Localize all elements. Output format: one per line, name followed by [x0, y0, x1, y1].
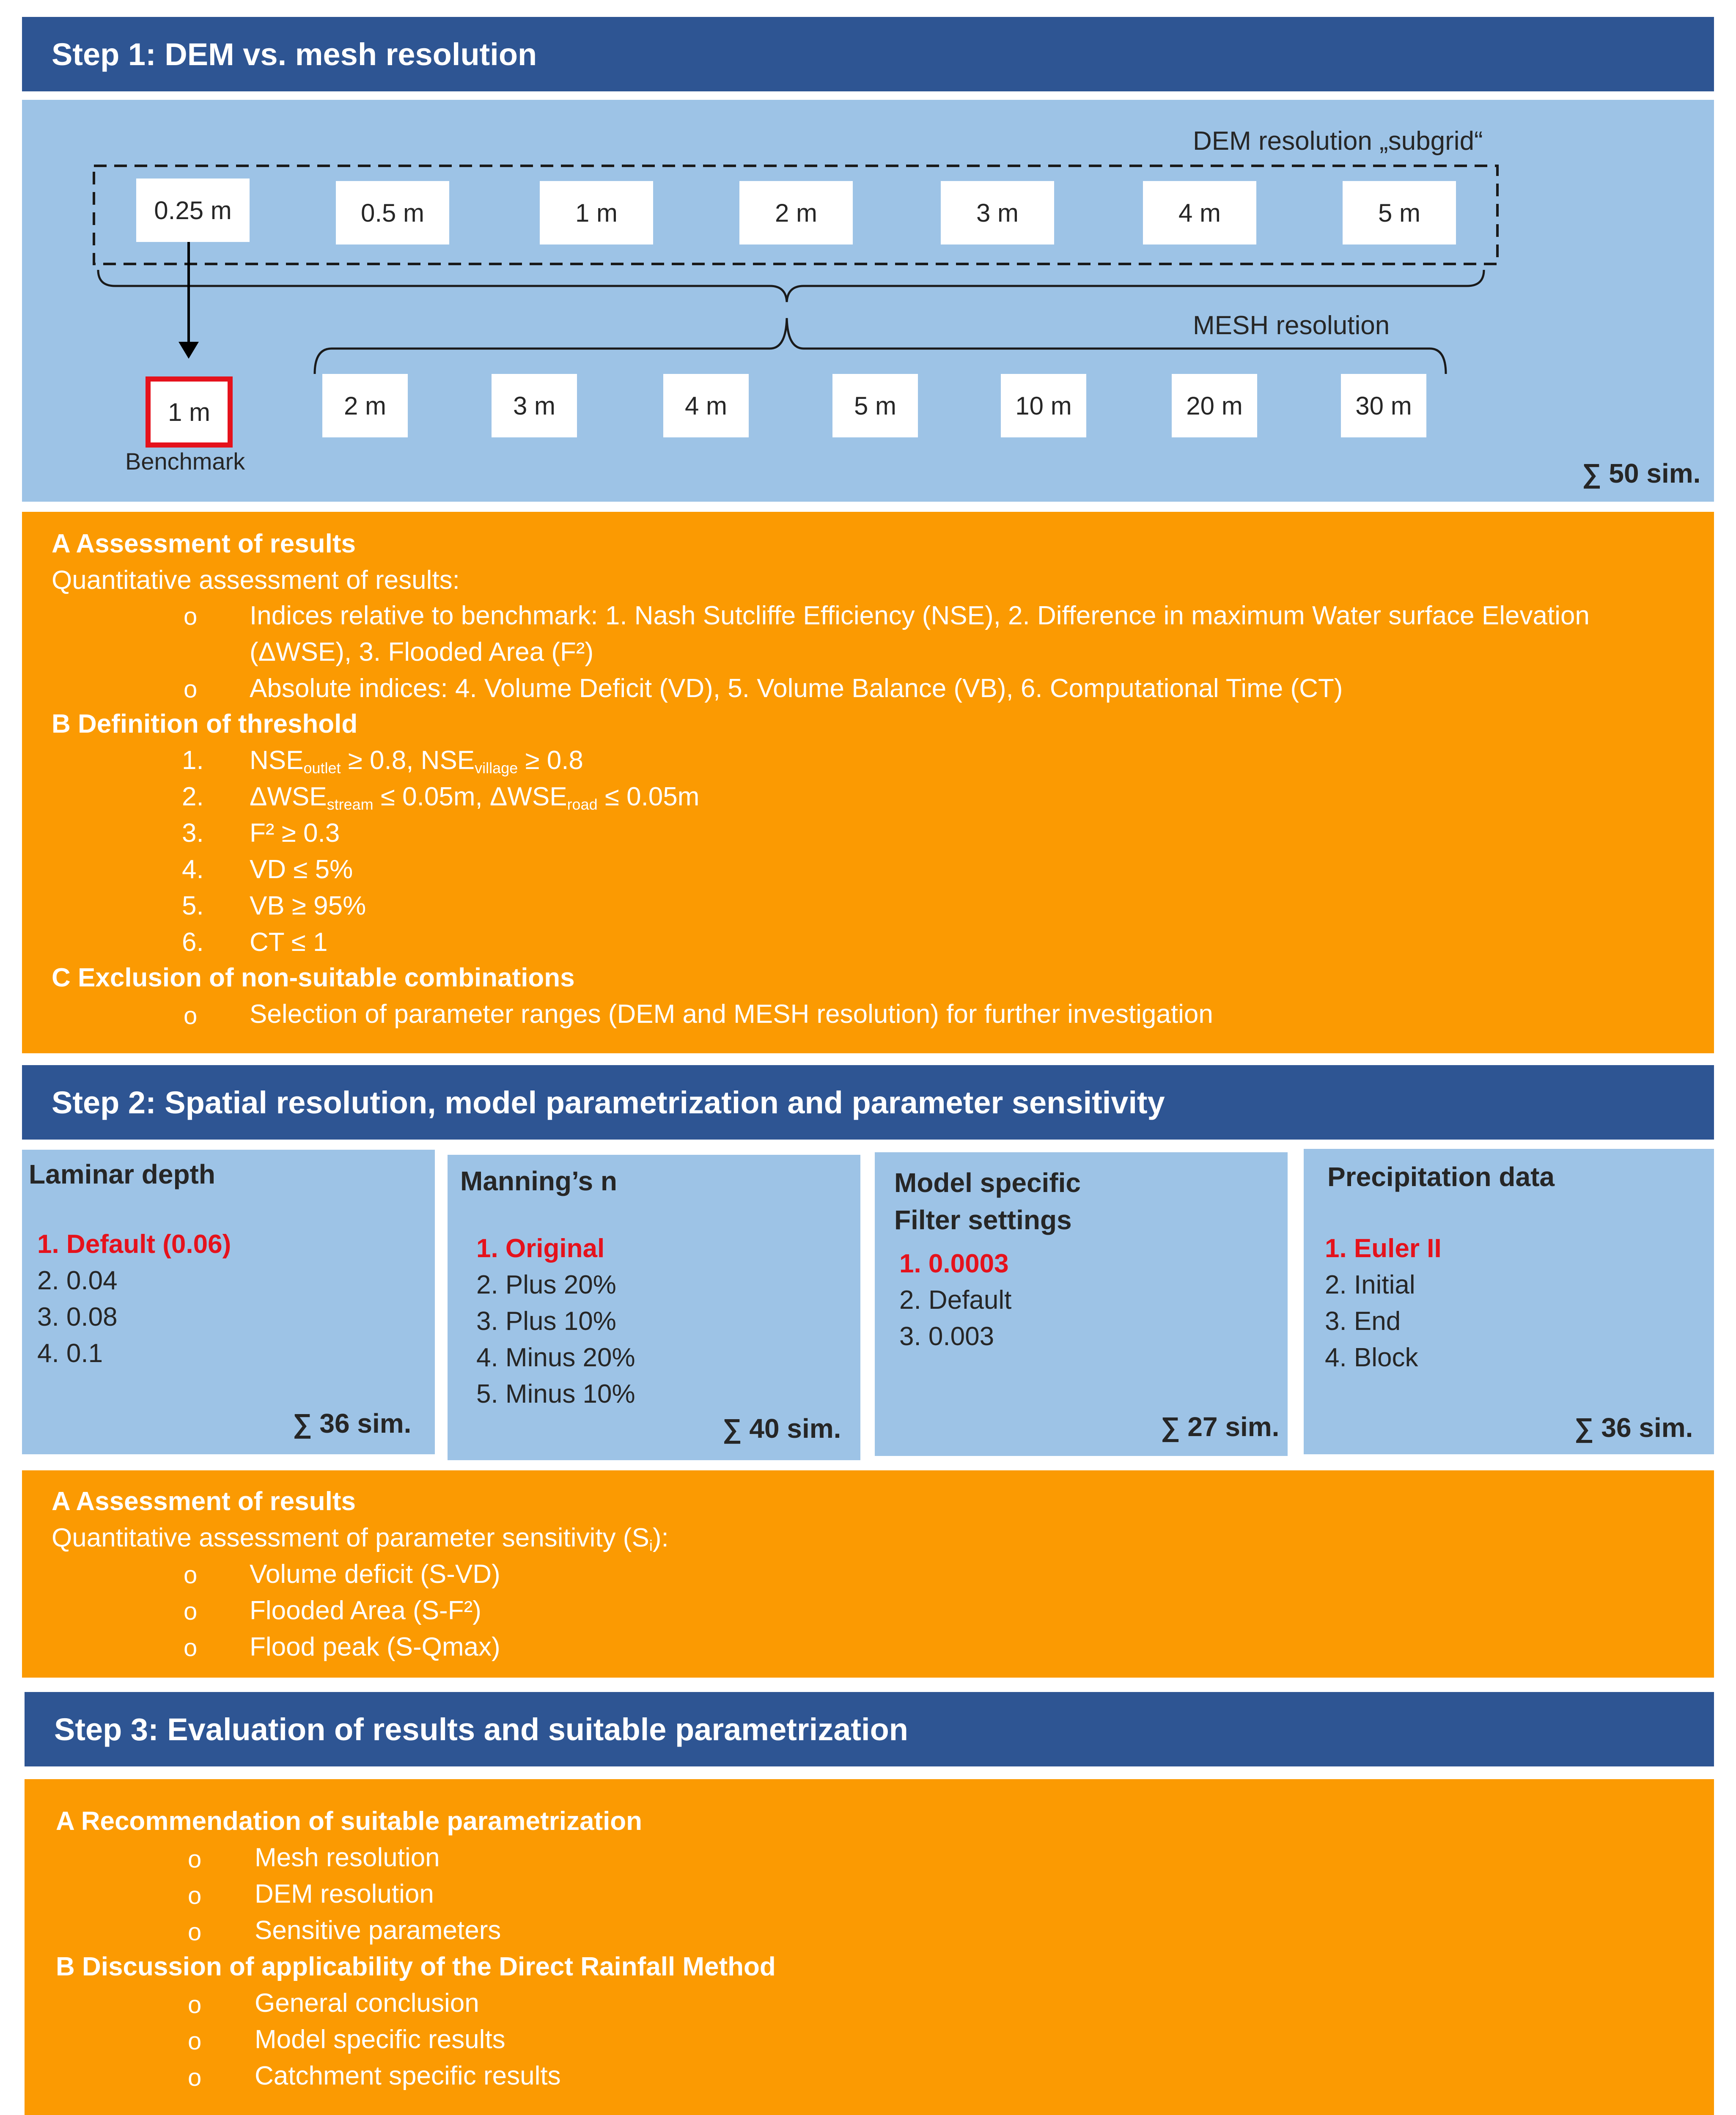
panel-item: 3. 0.08 [37, 1302, 118, 1332]
panel-item: 2. Plus 20% [476, 1270, 616, 1299]
panel-item: 5. Minus 10% [476, 1379, 635, 1409]
step3-a-title: A Recommendation of suitable parametrization [56, 1807, 643, 1836]
bullet-icon: o [184, 676, 198, 703]
step2-a-intro: Quantitative assessment of parameter sensitivity $(S_i)$: [52, 1523, 669, 1554]
dem-box: 4 m [1143, 181, 1256, 244]
step1-assessment-panel [22, 512, 1714, 1053]
threshold-text: VD ≤ 5% [250, 855, 353, 884]
mesh-box: 20 m [1172, 374, 1257, 437]
panel-title-line2: Filter settings [894, 1205, 1072, 1235]
step1-header: Step 1: DEM vs. mesh resolution [22, 17, 1714, 91]
panel-title-line1: Model specific [894, 1167, 1081, 1198]
dem-box: 2 m [739, 181, 853, 244]
threshold-number: 6. [182, 928, 204, 957]
bullet-icon: o [184, 603, 198, 630]
panel-item: 4. 0.1 [37, 1339, 103, 1368]
panel-item: 2. 0.04 [37, 1266, 118, 1295]
panel-item: 3. End [1325, 1307, 1401, 1336]
bullet-icon: o [188, 1918, 202, 1946]
panel-title: Laminar depth [29, 1159, 215, 1189]
panel-item: 4. Block [1325, 1343, 1418, 1372]
step3-a-item: Sensitive parameters [255, 1916, 501, 1945]
mesh-box: 5 m [832, 374, 918, 437]
mesh-box: 2 m [322, 374, 408, 437]
threshold-text: CT ≤ 1 [250, 928, 328, 957]
threshold-number: 5. [182, 891, 204, 920]
mesh-box: 4 m [663, 374, 749, 437]
mesh-resolution-label: MESH resolution [1193, 311, 1390, 340]
bullet-icon: o [188, 1882, 202, 1909]
step3-b-item: Catchment specific results [255, 2061, 561, 2090]
panel-item-selected: 1. Default (0.06) [37, 1230, 231, 1259]
mesh-box: 30 m [1341, 374, 1426, 437]
bullet-icon: o [188, 1846, 202, 1873]
dem-box: 3 m [941, 181, 1054, 244]
benchmark-label: Benchmark [125, 448, 245, 475]
mesh-box: 3 m [492, 374, 577, 437]
bullet-icon: o [188, 2027, 202, 2055]
filter-settings-panel [875, 1152, 1288, 1456]
panel-title: Precipitation data [1327, 1162, 1555, 1192]
step3-a-item: Mesh resolution [255, 1843, 440, 1872]
dem-box: 0.5 m [336, 181, 449, 244]
benchmark-arrowhead [179, 342, 199, 359]
panel-sim-total: ∑ 27 sim. [1161, 1412, 1280, 1442]
panel-item-selected: 1. Euler II [1325, 1234, 1442, 1263]
panel-item-selected: 1. 0.0003 [899, 1249, 1009, 1278]
step2-a-item: Volume deficit (S-VD) [250, 1560, 500, 1589]
threshold-number: 3. [182, 819, 204, 848]
dem-box: 5 m [1343, 181, 1456, 244]
panel-title: Manning’s n [460, 1166, 617, 1196]
threshold-number: 1. [182, 746, 204, 775]
panel-item: 4. Minus 20% [476, 1343, 635, 1372]
threshold-number: 2. [182, 782, 204, 811]
threshold-text: F² ≥ 0.3 [250, 819, 340, 848]
threshold-text: $NSE_{outlet} \ge 0.8$, $NSE_{village} \ge 0.8$ [250, 746, 583, 777]
panel-item: 2. Initial [1325, 1270, 1415, 1299]
step3-b-item: Model specific results [255, 2025, 505, 2054]
dem-brace [98, 270, 1484, 302]
step1-a-title: A Assessment of results [52, 529, 356, 558]
dem-resolution-label: DEM resolution „subgrid“ [1193, 126, 1483, 156]
benchmark-box: 1 m [146, 376, 233, 448]
bullet-icon: o [184, 1598, 198, 1625]
step1-a-item1-line1: Indices relative to benchmark: 1. Nash Sutcliffe Efficiency (NSE), 2. Difference in maximum Water surface Elevation [250, 601, 1590, 630]
threshold-text: $\Delta WSE_{stream} \le 0.05m$, $\Delta WSE_{road} \le 0.05m$ [250, 782, 700, 813]
bullet-icon: o [184, 1561, 198, 1589]
panel-item: 3. Plus 10% [476, 1307, 616, 1336]
panel-item: 2. Default [899, 1285, 1012, 1315]
step1-sim-total: ∑ 50 sim. [1582, 458, 1701, 489]
mesh-box: 10 m [1001, 374, 1086, 437]
panel-item: 3. 0.003 [899, 1322, 994, 1351]
step1-a-intro: Quantitative assessment of results: [52, 566, 460, 595]
panel-item-selected: 1. Original [476, 1234, 605, 1263]
threshold-number: 4. [182, 855, 204, 884]
step3-panel [25, 1779, 1714, 2115]
panel-sim-total: ∑ 36 sim. [1574, 1412, 1693, 1443]
laminar-depth-panel [22, 1150, 435, 1454]
bullet-icon: o [184, 1634, 198, 1662]
step3-header: Step 3: Evaluation of results and suitable parametrization [25, 1692, 1714, 1766]
bullet-icon: o [188, 2064, 202, 2091]
precipitation-data-panel [1304, 1149, 1714, 1454]
step3-a-item: DEM resolution [255, 1879, 434, 1909]
step3-b-title: B Discussion of applicability of the Direct Rainfall Method [56, 1952, 776, 1981]
dem-box: 1 m [540, 181, 653, 244]
step2-a-title: A Assessment of results [52, 1487, 356, 1516]
threshold-text: VB ≥ 95% [250, 891, 366, 920]
step2-a-item: Flood peak (S-Qmax) [250, 1632, 500, 1662]
step2-a-item: Flooded Area (S-F²) [250, 1596, 481, 1625]
step2-header: Step 2: Spatial resolution, model parametrization and parameter sensitivity [22, 1065, 1714, 1140]
step1-a-item2: Absolute indices: 4. Volume Deficit (VD), 5. Volume Balance (VB), 6. Computational Time (CT) [250, 674, 1343, 703]
step1-a-item1-line2: (ΔWSE), 3. Flooded Area (F²) [250, 637, 594, 667]
panel-sim-total: ∑ 36 sim. [293, 1408, 412, 1439]
bullet-icon: o [188, 1991, 202, 2019]
bullet-icon: o [184, 1002, 198, 1030]
step2-assessment-panel [22, 1470, 1714, 1678]
dem-box: 0.25 m [136, 179, 250, 242]
step1-c-title: C Exclusion of non-suitable combinations [52, 963, 575, 992]
step3-b-item: General conclusion [255, 1989, 479, 2018]
step1-c-item: Selection of parameter ranges (DEM and MESH resolution) for further investigation [250, 1000, 1213, 1029]
panel-sim-total: ∑ 40 sim. [722, 1413, 841, 1444]
mannings-n-panel [448, 1155, 860, 1460]
step1-b-title: B Definition of threshold [52, 709, 358, 739]
